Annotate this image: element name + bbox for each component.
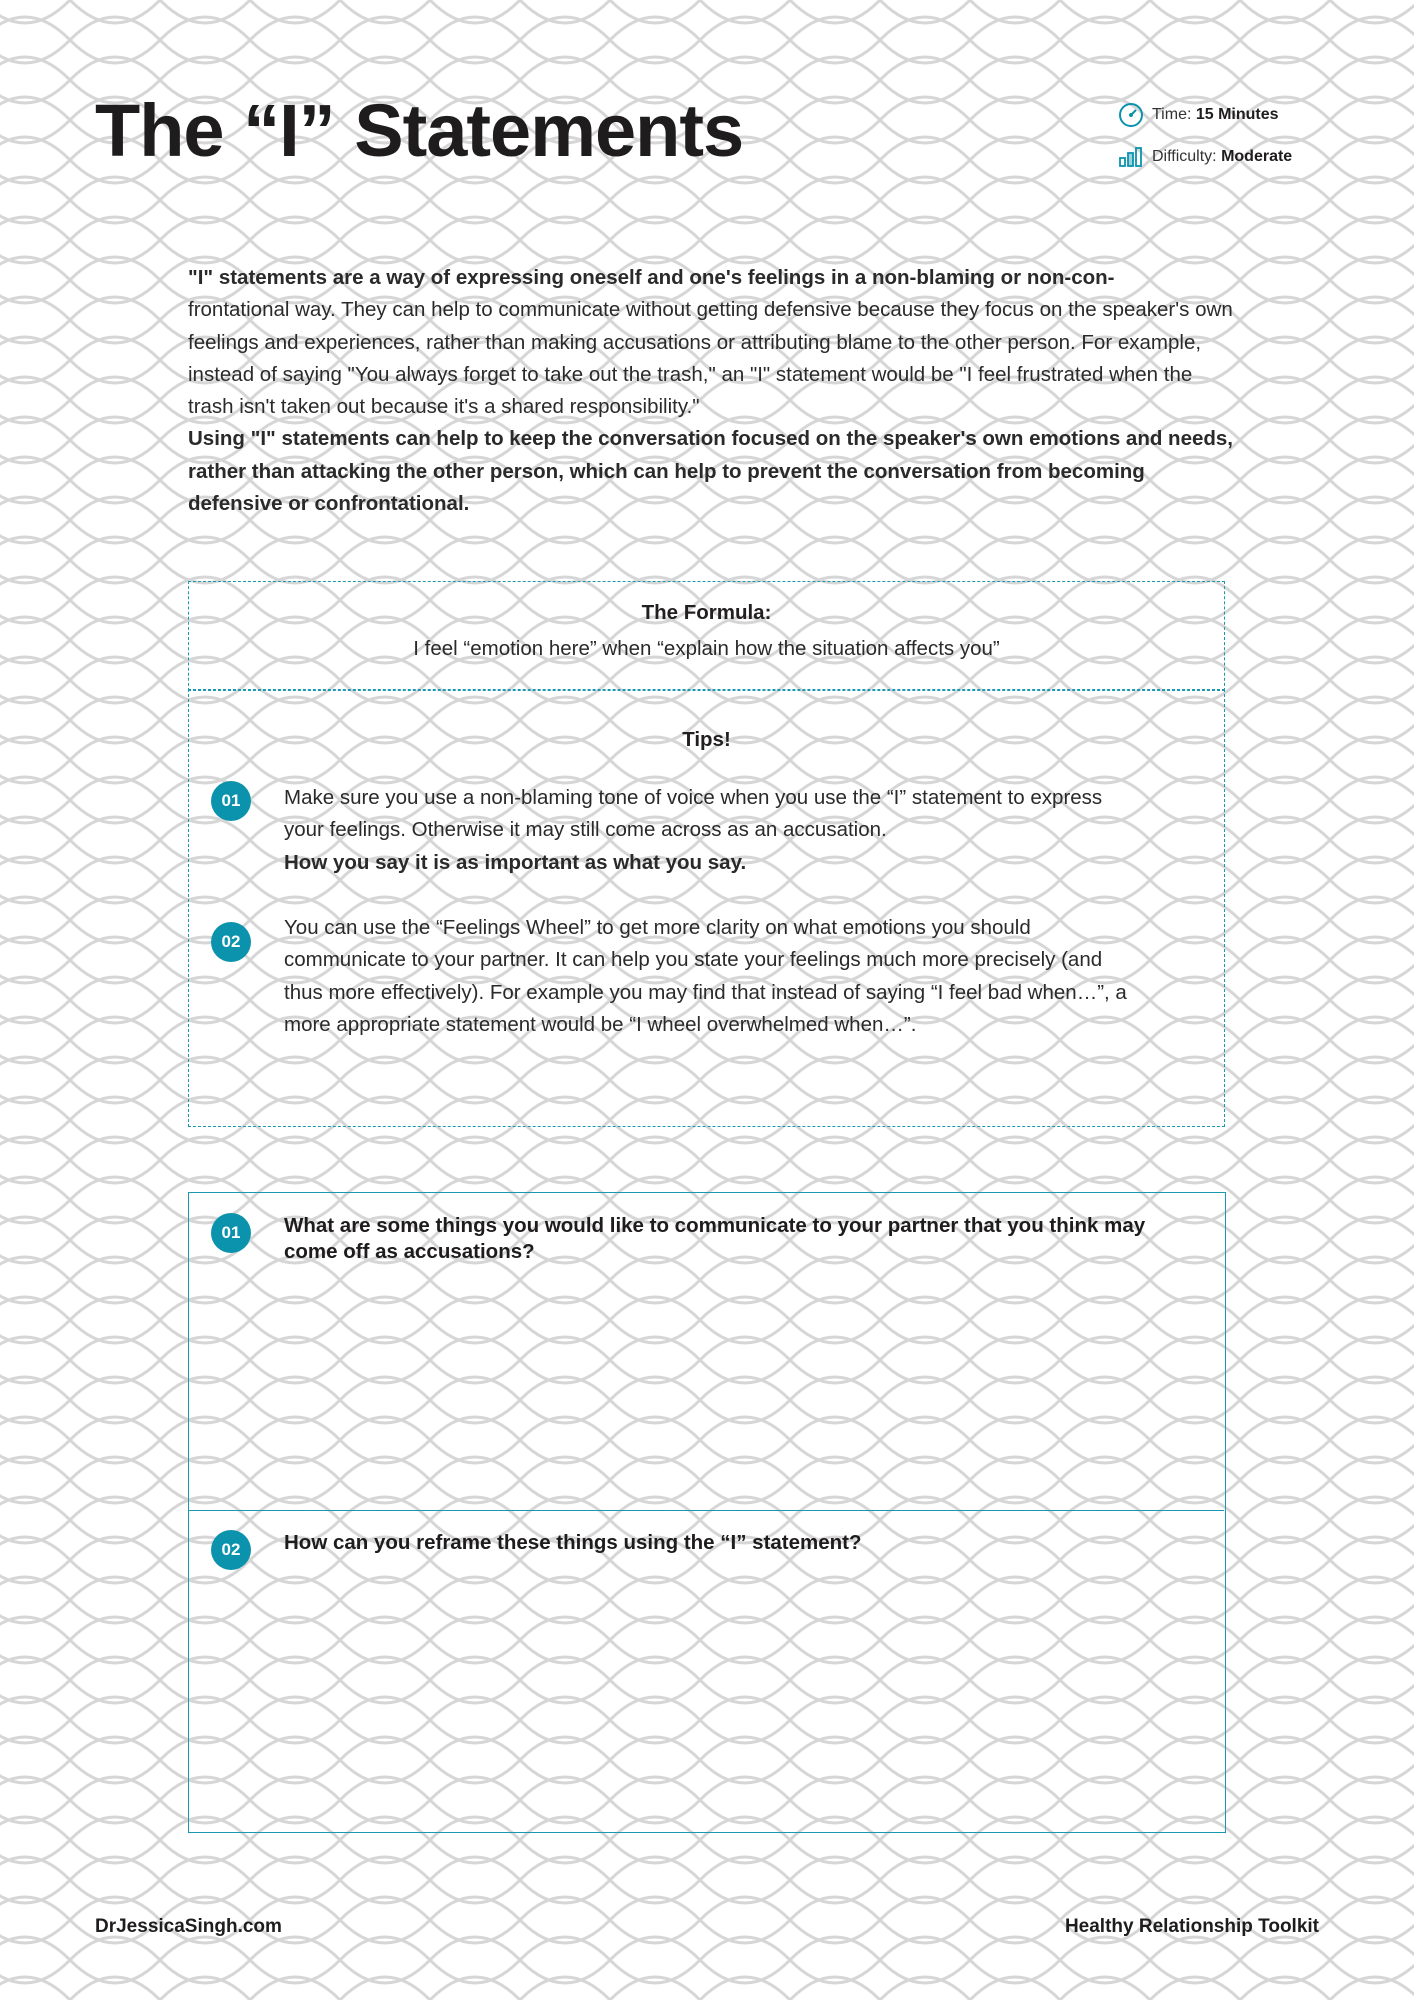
difficulty-meta	[1118, 146, 1292, 168]
tip-number-badge: 02	[211, 922, 251, 962]
difficulty-label: Difficulty:	[1152, 148, 1217, 165]
question-number-badge: 02	[211, 1530, 251, 1570]
formula-box	[188, 581, 1225, 691]
question-text: How can you reframe these things using the “I” statement?	[284, 1531, 862, 1554]
formula-heading: The Formula:	[641, 601, 772, 624]
tips-heading: Tips!	[682, 728, 731, 751]
tip-text: You can use the “Feelings Wheel” to get more clarity on what emotions you should communicate to your partner. It can help you state your feelings much more precisely (and thus more effectively). For example you may find that instead of saying “I feel bad when…”, a more appropriate statement would be “I wheel overwhelmed when…”.	[284, 916, 1127, 1036]
tip-number-badge: 01	[211, 781, 251, 821]
tips-box	[188, 689, 1225, 1127]
intro-bold-lead: "I" statements are a way of expressing oneself and one's feelings in a non-blaming or non-con-	[188, 266, 1115, 289]
formula-text: I feel “emotion here” when “explain how the situation affects you”	[413, 637, 1000, 660]
difficulty-value: Moderate	[1221, 148, 1293, 165]
intro-body: frontational way. They can help to communicate without getting defensive because they focus on the speaker's own feelings and experiences, rather than making accusations or attributing blame to the other person. For example, instead of saying "You always forget to take out the trash," an "I" statement would be "I feel frustrated when the trash isn't taken out because it's a shared responsibility."	[188, 298, 1233, 419]
footer-website: DrJessicaSingh.com	[95, 1916, 282, 1937]
questions-box	[188, 1192, 1226, 1833]
answer-area[interactable]	[189, 1251, 1224, 1501]
answer-area[interactable]	[189, 1568, 1224, 1828]
tip-item	[284, 782, 1144, 879]
tip-text: Make sure you use a non-blaming tone of voice when you use the “I” statement to express your feelings. Otherwise it may still come across as an accusation.	[284, 786, 1103, 842]
question-text: What are some things you would like to communicate to your partner that you think may come off as accusations?	[284, 1214, 1146, 1263]
intro-text	[188, 262, 1233, 520]
divider	[189, 1510, 1224, 1511]
footer-toolkit: Healthy Relationship Toolkit	[1064, 1916, 1319, 1937]
stopwatch-icon	[1118, 102, 1144, 128]
time-meta	[1118, 102, 1279, 128]
tip-item	[284, 912, 1144, 1041]
time-label: Time:	[1152, 106, 1192, 123]
intro-bold-paragraph: Using "I" statements can help to keep the conversation focused on the speaker's own emotions and needs, rather than attacking the other person, which can help to prevent the conversation from becoming defensive or confrontational.	[188, 427, 1233, 516]
page-title: The “I” Statements	[95, 89, 744, 172]
bar-chart-icon	[1118, 146, 1144, 168]
time-value: 15 Minutes	[1195, 106, 1279, 123]
tip-bold-text: How you say it is as important as what you say.	[284, 850, 747, 874]
question-number-badge: 01	[211, 1213, 251, 1253]
